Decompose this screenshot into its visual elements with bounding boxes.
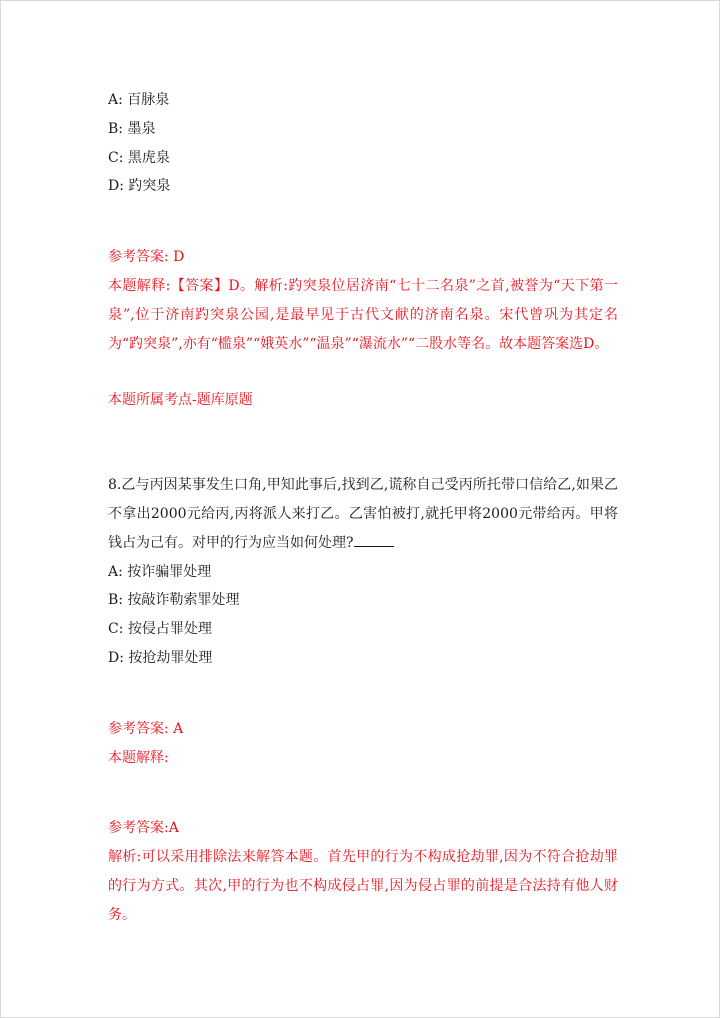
q8-option-b: B: 按敲诈勒索罪处理 [108, 592, 240, 609]
q8-options [108, 558, 618, 673]
q8-option-c: C: 按侵占罪处理 [108, 621, 212, 638]
q7-option-b: B: 墨泉 [108, 120, 156, 137]
q8-option-a: A: 按诈骗罪处理 [108, 563, 212, 580]
document-body [108, 86, 618, 930]
answer-blank [354, 534, 394, 547]
q7-explanation: 本题解释:【答案】D。解析:趵突泉位居济南“七十二名泉”之首,被誉为“天下第一泉”,位于济南趵突泉公园,是最早见于古代文献的济南名泉。宋代曾巩为其定名为“趵突泉”,亦有“槛泉”“娥英水”“温泉”“瀑流水”“二股水等名。故本题答案选D。 [108, 277, 618, 352]
q8-answer-2: 参考答案:A [108, 820, 179, 837]
q7-answer: 参考答案: D [108, 249, 185, 266]
q7-option-d: D: 趵突泉 [108, 178, 171, 195]
q7-options [108, 86, 618, 201]
q8-answer: 参考答案: A [108, 720, 184, 737]
q8-stem: 8.乙与丙因某事发生口角,甲知此事后,找到乙,谎称自己受丙所托带口信给乙,如果乙不拿出2000元给丙,丙将派人来打乙。乙害怕被打,就托甲将2000元带给丙。甲将钱占为己有。对甲的行为应当如何处理? [108, 477, 618, 551]
q8-analysis: 解析:可以采用排除法来解答本题。首先甲的行为不构成抢劫罪,因为不符合抢劫罪的行为方式。其次,甲的行为也不构成侵占罪,因为侵占罪的前提是合法持有他人财务。 [108, 849, 618, 923]
q7-option-a: A: 百脉泉 [108, 92, 170, 108]
q8-explanation-label: 本题解释: [108, 749, 169, 766]
q7-topic: 本题所属考点-题库原题 [108, 392, 253, 409]
q8-option-d: D: 按抢劫罪处理 [108, 649, 213, 666]
q7-option-c: C: 黑虎泉 [108, 149, 170, 166]
